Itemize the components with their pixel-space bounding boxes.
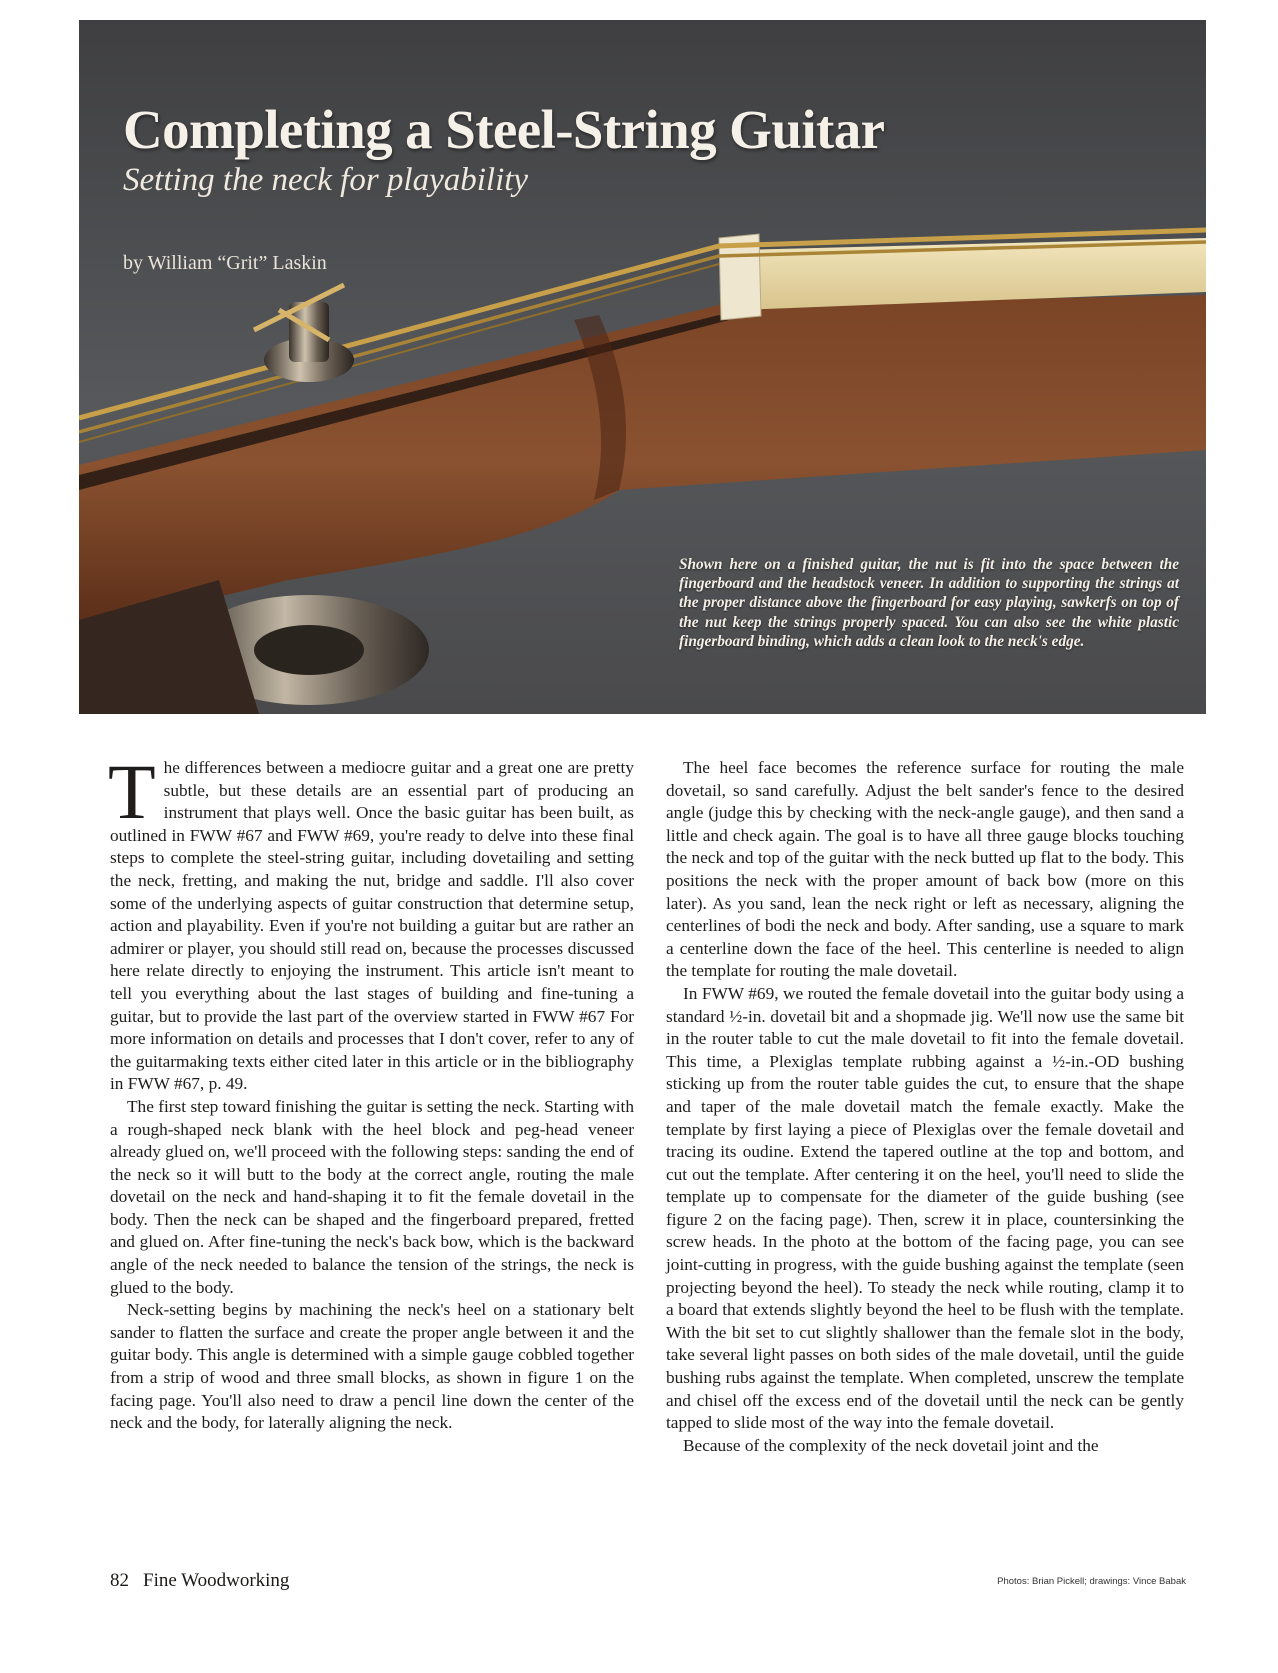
paragraph-text: he differences between a mediocre guitar and a great one are pretty subtle, but these details are an essential part of producing an instrument that plays well. Once the basic guitar has been built, as outlined in FWW #67 and FWW #69, you're ready to delve into these final steps to complete the steel-string guitar, including dovetailing and setting the neck, fretting, and making the nut, bridge and saddle. I'll also cover some of the underlying aspects of guitar construction that determine setup, action and playability. Even if you're not building a guitar but are rather an admirer or player, you should still read on, because the processes discussed here relate directly to enjoying the instrument. This article isn't meant to tell you everything about the last stages of building and fine-tuning a guitar, but to provide the last part of the overview started in FWW #67 For more information on details and processes that I don't cover, refer to any of the guitarmaking texts either cited later in this article or in the bibliography in FWW #67, p. 49. bbox=[110, 758, 634, 1094]
article-paragraph bbox=[108, 748, 634, 1096]
photo-credits: Photos: Brian Pickell; drawings: Vince Babak bbox=[997, 1576, 1186, 1587]
page-footer bbox=[110, 1570, 289, 1592]
article-paragraph: The heel face becomes the reference surface for routing the male dovetail, so sand carefully. Adjust the belt sander's fence to the desired angle (judge this by checking with the neck-angle gauge), and then sand a little and check again. The goal is to have all three gauge blocks touching the neck and top of the guitar with the neck butted up flat to the body. This positions the neck with the proper amount of back bow (more on this later). As you sand, lean the neck right or left as necessary, aligning the centerlines of bodi the neck and body. After sanding, use a square to mark a centerline down the face of the heel. This centerline is needed to align the template for routing the male dovetail. bbox=[666, 758, 1184, 981]
article-column-right bbox=[666, 757, 1184, 1457]
article-paragraph: Because of the complexity of the neck dovetail joint and the bbox=[683, 1435, 1099, 1455]
author-byline: by William “Grit” Laskin bbox=[123, 252, 327, 274]
tuner-gear-hub bbox=[254, 625, 364, 675]
article-paragraph: Neck-setting begins by machining the neck's heel on a stationary belt sander to flatten the surface and create the proper angle between it and the guitar body. This angle is determined with a simple gauge cobbled together from a strip of wood and three small blocks, as shown in figure 1 on the facing page. You'll also need to draw a pencil line down the center of the neck and the body, for laterally aligning the neck. bbox=[110, 1300, 634, 1433]
hero-photo bbox=[79, 20, 1206, 714]
article-title: Completing a Steel-String Guitar bbox=[123, 99, 885, 160]
drop-cap: T bbox=[108, 748, 156, 835]
article-paragraph: In FWW #69, we routed the female dovetail into the guitar body using a standard ½-in. dovetail bit and a shopmade jig. We'll now use the same bit in the router table to cut the male dovetail to fit into the female dovetail. This time, a Plexiglas template rubbing against a ½-in.-OD bushing sticking up from the router table guides the cut, to ensure that the shape and taper of the male dovetail match the female exactly. Make the template by first laying a piece of Plexiglas over the female dovetail and tracing its oudine. Extend the tapered outline at the top and bottom, and cut out the template. After centering it on the heel, you'll need to slide the template up to compensate for the diameter of the guide bushing (see figure 2 on the facing page). Then, screw it in place, countersinking the screw heads. In the photo at the bottom of the facing page, you can see joint-cutting in progress, with the guide bushing against the template (seen projecting beyond the heel). To steady the neck while routing, clamp it to a board that extends slightly beyond the heel to be flush with the template. With the bit set to cut slightly shallower than the female slot in the body, take several light passes on both sides of the male dovetail, until the guide bushing rubs against the template. When completed, unscrew the template and chisel off the excess end of the dovetail until the neck can be gently tapped to slide most of the way into the female dovetail. bbox=[666, 983, 1184, 1433]
article-paragraph: The first step toward finishing the guitar is setting the neck. Starting with a rough-shaped neck blank with the heel block and peg-head veneer already glued on, we'll proceed with the following steps: sanding the end of the neck so it will butt to the body at the correct angle, routing the male dovetail on the neck and hand-shaping it to fit the female dovetail in the body. Then the neck can be shaped and the fingerboard prepared, fretted and glued on. After fine-tuning the neck's back bow, which is the backward angle of the neck needed to balance the tension of the strings, the neck is glued to the body. bbox=[110, 1096, 634, 1297]
page-number: 82 bbox=[110, 1570, 129, 1591]
magazine-name: Fine Woodworking bbox=[143, 1570, 290, 1591]
article-column-left bbox=[108, 748, 634, 1435]
article-subtitle: Setting the neck for playability bbox=[123, 162, 529, 198]
photo-caption: Shown here on a finished guitar, the nut is fit into the space between the fingerboard and the headstock veneer. In addition to supporting the strings at the proper distance above the fingerboard for easy playing, sawkerfs on top of the nut keep the strings properly spaced. You can also see the white plastic fingerboard binding, which adds a clean look to the neck's edge. bbox=[679, 556, 1179, 650]
